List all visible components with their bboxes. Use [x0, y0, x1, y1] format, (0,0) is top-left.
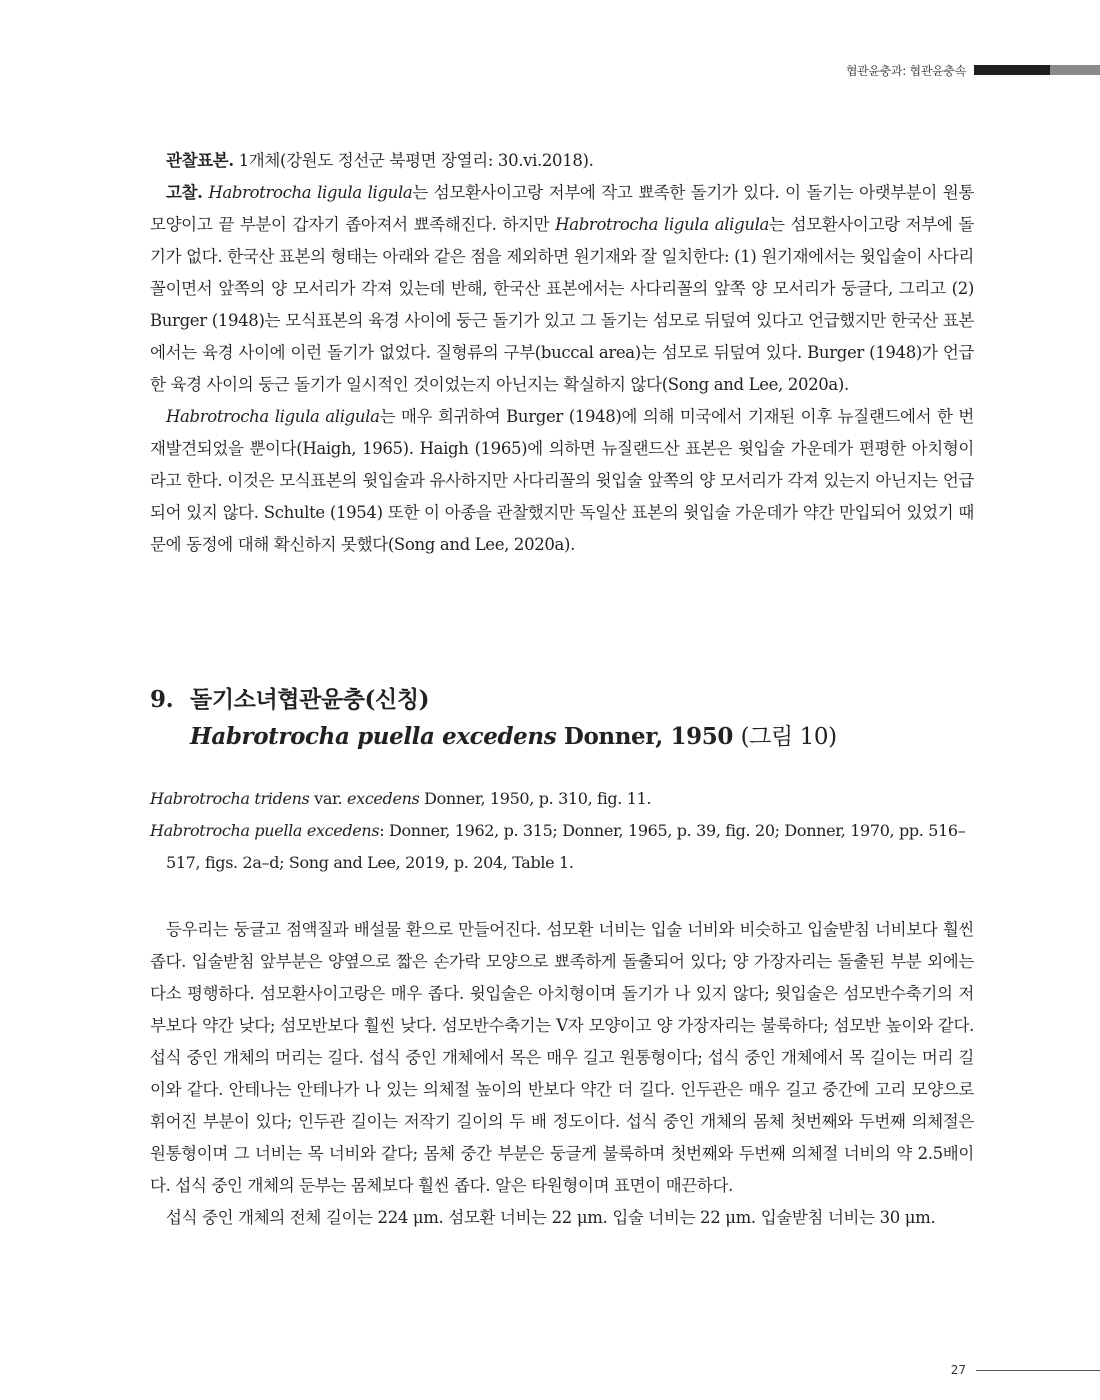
remarks2-text: 는 매우 희귀하여 Burger (1948)에 의해 미국에서 기재된 이후 뉴질랜드에서 한 번 재발견되었을 뿐이다(Haigh, 1965). Haigh (1965)에 의하면 뉴질랜드산 표본은 윗입술 가운데가 편평한 아치형이라고 한다. 이것은 모식표본의 윗입술과 유사하지만 사다리꼴의 윗입술 앞쪽의 양 모서리가 각져 있는지 아닌지는 언급되어 있지 않다. Schulte (1954) 또한 이 아종을 관찰했지만 독일산 표본의 윗입술 가운데가 약간 만입되어 있었기 때문에 동정에 대해 확신하지 못했다(Song and Lee, 2020a). [150, 407, 974, 554]
remarks-section [150, 145, 974, 561]
running-header [846, 62, 1100, 78]
synonymy-list [150, 783, 974, 879]
remarks-paragraph [150, 177, 974, 401]
species-sci-name: Habrotrocha puella excedens [190, 723, 557, 750]
description-paragraph: 등우리는 둥글고 점액질과 배설물 환으로 만들어진다. 섬모환 너비는 입술 너비와 비슷하고 입술받침 너비보다 훨씬 좁다. 입술받침 앞부분은 양옆으로 짧은 손가락 모양으로 뾰족하게 돌출되어 있다; 양 가장자리는 돌출된 부분 외에는 다소 평행하다. 섬모환사이고랑은 매우 좁다. 윗입술은 아치형이며 돌기가 나 있지 않다; 윗입술은 섬모반수축기의 저부보다 약간 낮다; 섬모반보다 훨씬 낮다. 섬모반수축기는 V자 모양이고 양 가장자리는 불룩하다; 섬모반 높이와 같다. 섭식 중인 개체의 머리는 길다. 섭식 중인 개체에서 목은 매우 길고 원통형이다; 섭식 중인 개체에서 목 길이는 머리 길이와 같다. 안테나는 안테나가 나 있는 의체절 높이의 반보다 약간 더 길다. 인두관은 매우 길고 중간에 고리 모양으로 휘어진 부분이 있다; 인두관 길이는 저작기 길이의 두 배 정도이다. 섭식 중인 개체의 몸체 첫번째와 두번째 의체절은 원통형이며 그 너비는 목 너비와 같다; 몸체 중간 부분은 둥글게 불룩하며 첫번째와 두번째 의체절 너비의 약 2.5배이다. 섭식 중인 개체의 둔부는 몸체보다 훨씬 좁다. 알은 타원형이며 표면이 매끈하다. [150, 920, 974, 1195]
species-author: Donner, 1950 [556, 723, 741, 750]
remarks-sci-name-2: Habrotrocha ligula aligula [555, 215, 770, 234]
synonym-sci-name-b: excedens [347, 789, 420, 808]
species-heading-scientific [150, 718, 974, 756]
measurements-paragraph: 섭식 중인 개체의 전체 길이는 224 μm. 섬모환 너비는 22 μm. 입술 너비는 22 μm. 입술받침 너비는 30 μm. [166, 1208, 936, 1227]
species-heading-korean [150, 682, 974, 718]
observed-label: 관찰표본. [166, 151, 234, 170]
species-heading [150, 682, 974, 756]
synonym-mid: var. [309, 789, 348, 808]
header-bar-gray [1050, 65, 1100, 75]
synonym-citation: : Donner, 1962, p. 315; Donner, 1965, p. 39, fig. 20; Donner, 1970, pp. 516–517, figs. 2a–d; Song and Lee, 2019, p. 204, Table 1. [166, 821, 966, 872]
species-figure-ref: (그림 10) [740, 724, 837, 750]
description-section [150, 914, 974, 1234]
synonym-sci-name: Habrotrocha tridens [150, 789, 310, 808]
remarks-label: 고찰. [166, 183, 203, 202]
remarks-text-2: 는 섬모환사이고랑 저부에 돌기가 없다. 한국산 표본의 형태는 아래와 같은 점을 제외하면 원기재와 잘 일치한다: (1) 원기재에서는 윗입술이 사다리꼴이면서 앞쪽의 양 모서리가 각져 있는데 반해, 한국산 표본에서는 사다리꼴의 앞쪽 양 모서리가 둥글다, 그리고 (2) Burger (1948)는 모식표본의 육경 사이에 둥근 돌기가 있고 그 돌기는 섬모로 뒤덮여 있다고 언급했지만 한국산 표본에서는 육경 사이에 이런 돌기가 없었다. 질형류의 구부(buccal area)는 섬모로 뒤덮여 있다. Burger (1948)가 언급한 육경 사이의 둥근 돌기가 일시적인 것이었는지 아닌지는 확실하지 않다(Song and Lee, 2020a). [150, 215, 974, 394]
synonym-entry [150, 815, 974, 879]
header-bar-dark [974, 65, 1050, 75]
remarks2-sci-name: Habrotrocha ligula aligula [166, 407, 380, 426]
running-title: 협관윤충과: 협관윤충속 [845, 63, 966, 78]
synonym-sci-name: Habrotrocha puella excedens [150, 821, 380, 840]
remarks-sci-name-1: Habrotrocha ligula ligula [208, 183, 413, 202]
observed-text: 1개체(강원도 정선군 북평면 장열리: 30.vi.2018). [233, 151, 594, 170]
footer-rule [976, 1370, 1100, 1371]
page-number: 27 [950, 1363, 966, 1377]
page-footer [951, 1363, 1100, 1377]
remarks-paragraph-2 [150, 401, 974, 561]
synonym-entry [150, 783, 974, 815]
species-korean-name: 돌기소녀협관윤충(신칭) [190, 686, 430, 713]
remarks-text-1: 는 섬모환사이고랑 저부에 작고 뾰족한 돌기가 있다. 이 돌기는 아랫부분이 원통 모양이고 끝 부분이 갑자기 좁아져서 뾰족해진다. 하지만 [150, 183, 974, 234]
observed-specimen-paragraph [150, 145, 974, 177]
synonym-citation: Donner, 1950, p. 310, fig. 11. [419, 789, 652, 808]
species-number: 9. [150, 686, 174, 713]
